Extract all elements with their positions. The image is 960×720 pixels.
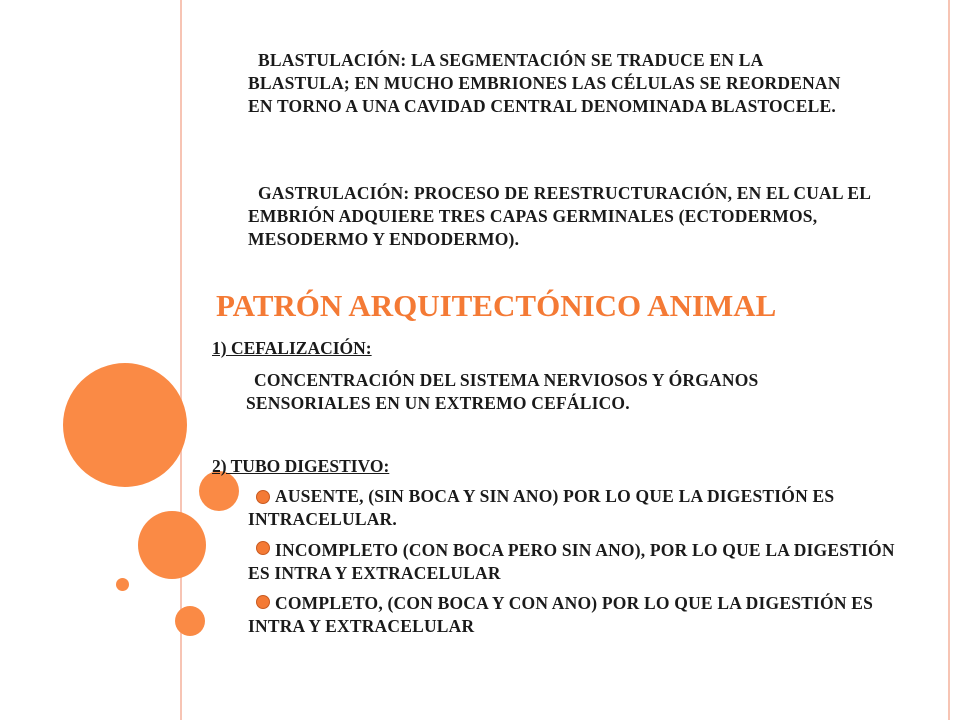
large-decorative-circle: [63, 363, 187, 487]
blastulacion-paragraph: BLASTULACIÓN: LA SEGMENTACIÓN SE TRADUCE EN LA BLASTULA; EN MUCHO EMBRIONES LAS CÉLULAS SE REORDENAN EN TORNO A UNA CAVIDAD CENTRAL DENOMINADA BLASTOCELE.: [248, 50, 841, 116]
section1-text: CONCENTRACIÓN DEL SISTEMA NERVIOSOS Y ÓRGANOS SENSORIALES EN UN EXTREMO CEFÁLICO.: [246, 370, 759, 413]
medium-decorative-circle: [138, 511, 206, 579]
section2-title: 2) TUBO DIGESTIVO:: [212, 456, 390, 476]
list-item: COMPLETO, (CON BOCA Y CON ANO) POR LO QUE LA DIGESTIÓN ES INTRA Y EXTRACELULAR: [248, 593, 874, 636]
page-title: PATRÓN ARQUITECTÓNICO ANIMAL: [216, 288, 777, 323]
list-item: AUSENTE, (SIN BOCA Y SIN ANO) POR LO QUE LA DIGESTIÓN ES INTRACELULAR.: [248, 486, 835, 529]
right-border-line: [948, 0, 950, 720]
tiny-decorative-circle: [116, 578, 129, 591]
small-decorative-circle-2: [175, 606, 205, 636]
list-item: INCOMPLETO (CON BOCA PERO SIN ANO), POR LO QUE LA DIGESTIÓN ES INTRA Y EXTRACELULAR: [248, 540, 895, 583]
section1-title: 1) CEFALIZACIÓN:: [212, 338, 372, 358]
gastrulacion-paragraph: GASTRULACIÓN: PROCESO DE REESTRUCTURACIÓN, EN EL CUAL EL EMBRIÓN ADQUIERE TRES CAPAS GERMINALES (ECTODERMOS, MESODERMO Y ENDODERMO).: [248, 183, 871, 249]
